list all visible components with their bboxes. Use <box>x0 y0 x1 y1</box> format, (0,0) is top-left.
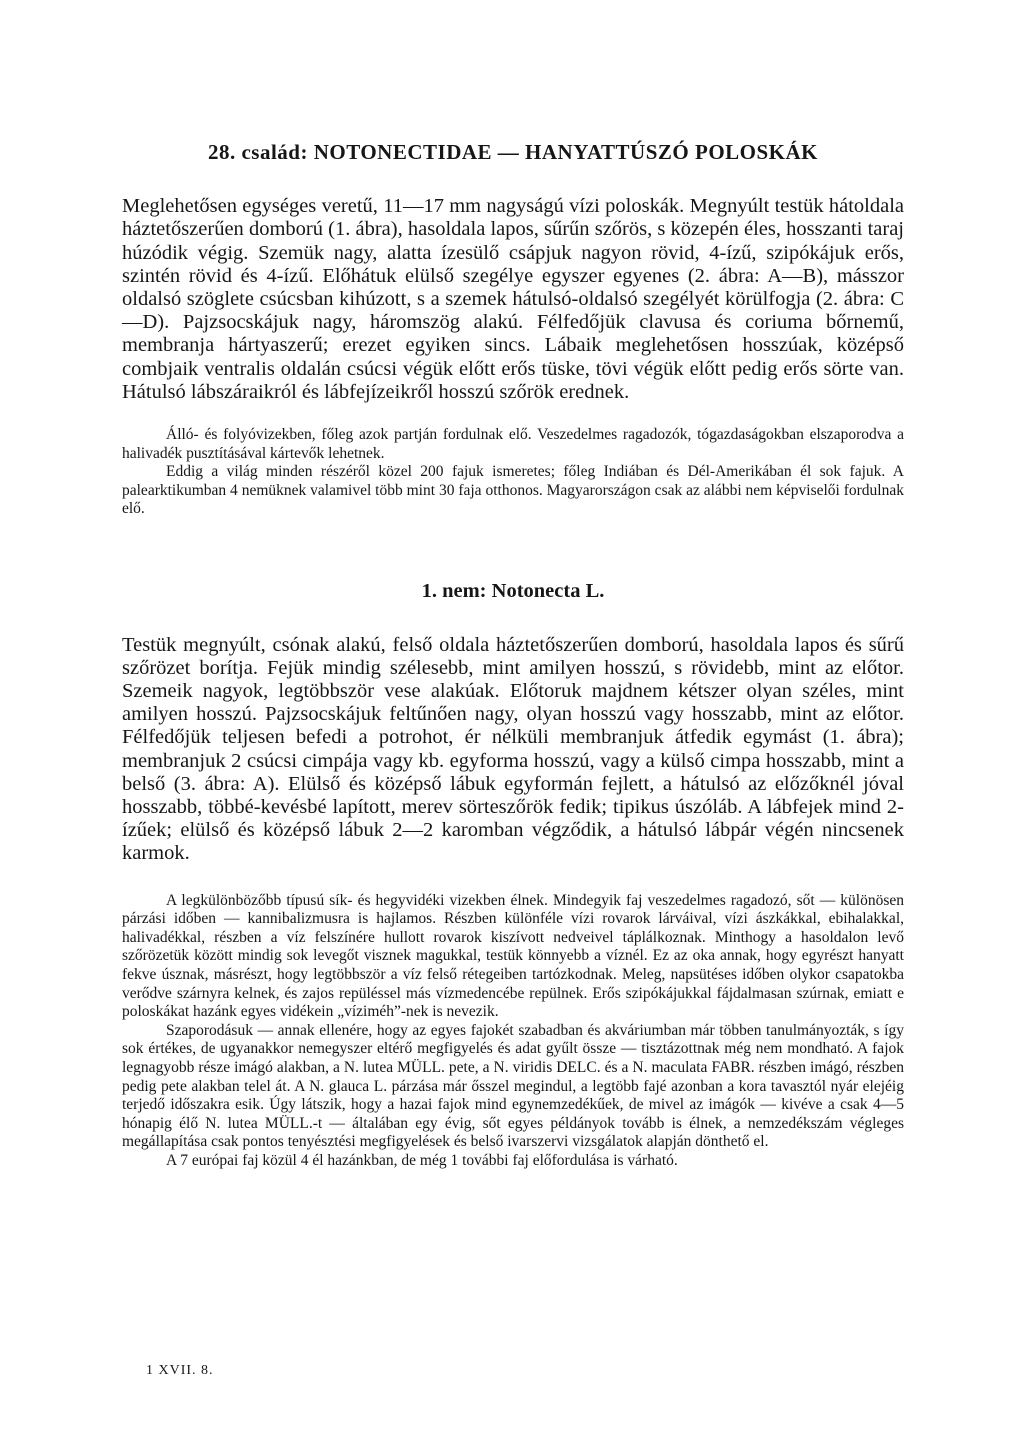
page-content <box>122 140 904 1171</box>
genus-notes-block <box>122 892 904 1171</box>
family-description: Meglehetősen egységes veretű, 11—17 mm nagyságú vízi poloskák. Megnyúlt testük hátoldala háztetőszerűen domború (1. ábra), hasoldala lapos, sűrűn szőrös, s közepén éles, hosszanti taraj húzódik végig. Szemük nagy, alatta ízesülő csápjuk nagyon rövid, 4-ízű, szipókájuk erős, szintén rövid és 4-ízű. Előhátuk elülső szegélye egyszer egyenes (2. ábra: A—B), másszor oldalsó szöglete csúcsban kihúzott, s a szemek hátulsó-oldalsó szegélyét körülfogja (2. ábra: C—D). Pajzsocskájuk nagy, háromszög alakú. Félfedőjük clavusa és coriuma bőrnemű, membranja hártyaszerű; erezet egyiken sincs. Lábaik meglehetősen hosszúak, középső combjaik ventralis oldalán csúcsi végük előtt erős tüske, tövi végük előtt pedig erős sörte van. Hátulsó lábszáraikról és lábfejízeikről hosszú szőrök erednek. <box>122 195 904 403</box>
genus-heading: 1. nem: Notonecta L. <box>421 579 605 602</box>
family-notes-block <box>122 426 904 519</box>
family-heading: 28. család: NOTONECTIDAE — HANYATTÚSZÓ POLOSKÁK <box>207 140 819 164</box>
family-description-block <box>122 195 904 404</box>
genus-description: Testük megnyúlt, csónak alakú, felső oldala háztetőszerűen domború, hasoldala lapos és sűrű szőrözet borítja. Fejük mindig szélesebb, mint amilyen hosszú, s rövidebb, mint az előtor. Szemeik nagyok, legtöbbször vese alakúak. Előtoruk majdnem kétszer olyan széles, mint amilyen hosszú. Pajzsocskájuk feltűnően nagy, olyan hosszú vagy hosszabb, mint az előtor. Félfedőjük teljesen befedi a potrohot, ér nélküli membranjuk átfedik egymást (1. ábra); membranjuk 2 csúcsi cimpája vagy kb. egyforma hosszú, vagy a külső cimpa hosszabb, mint a belső (3. ábra: A). Elülső és középső lábuk egyformán fejlett, a hátulsó az előzőknél jóval hosszabb, többé-kevésbé lapított, merev sörteszőrök fedik; tipikus úszóláb. A lábfejek mind 2-ízűek; elülső és középső lábuk 2—2 karomban végződik, a hátulsó lábpár végén nincsenek karmok. <box>122 633 904 865</box>
genus-note-paragraph: A legkülönbözőbb típusú sík- és hegyvidéki vizekben élnek. Mindegyik faj veszedelmes ragadozó, sőt — különösen párzási időben — kannibalizmusra is hajlamos. Részben különféle vízi rovarok lárváival, vízi ászkákkal, ebihalakkal, halivadékkal, részben a víz felszínére hullott rovarok kiszívott nedveivel táplálkoznak. Minthogy a hasoldalon levő szőrözetük között mindig sok levegőt visznek magukkal, testük könnyebb a víznél. Ez az oka annak, hogy egyrészt hanyatt fekve úsznak, másrészt, hogy legtöbbször a víz felső rétegeiben tartózkodnak. Meleg, napsütéses időben olykor csapatokba verődve szárnyra kelnek, és zajos repüléssel más vízmedencébe repülnek. Erős szipókájukkal fájdalmasan szúrnak, emiatt e poloskákat hazánk egyes vidékein „víziméh”-nek is nevezik. <box>122 891 904 1021</box>
genus-note-paragraph: A 7 európai faj közül 4 él hazánkban, de még 1 további faj előfordulása is várható. <box>166 1151 678 1169</box>
family-note-paragraph: Álló- és folyóvizekben, főleg azok partján fordulnak elő. Veszedelmes ragadozók, tógazdaságokban elszaporodva a halivadék pusztításával kártevők lehetnek. <box>122 426 904 462</box>
family-note-paragraph: Eddig a világ minden részéről közel 200 fajuk ismeretes; főleg Indiában és Dél-Amerikában él sok fajuk. A palearktikumban 4 nemüknek valamivel több mint 30 faja otthonos. Magyarországon csak az alábbi nem képviselői fordulnak elő. <box>122 463 904 518</box>
genus-note-paragraph: Szaporodásuk — annak ellenére, hogy az egyes fajokét szabadban és akváriumban már többen tanulmányozták, s így sok értékes, de ugyanakkor nemegyszer eltérő megfigyelés és adat gyűlt össze — tisztázottnak még nem mondható. A fajok legnagyobb része imágó alakban, a N. lutea MÜLL. pete, a N. viridis DELC. és a N. maculata FABR. részben imágó, részben pedig pete alakban telel át. A N. glauca L. párzása már ősszel megindul, a legtöbb fajé azonban a kora tavasztól nyár elejéig terjedő időszakra esik. Úgy látszik, hogy a hazai fajok mind egynemzedékűek, de mivel az imágók — kivéve a csak 4—5 hónapig élő N. lutea MÜLL.-t — általában egy évig, sőt egyes példányok tovább is élnek, a nemzedékszám végleges megállapítása csak pontos tenyésztési megfigyelések és belső ivarszervi vizsgálatok alapján dönthető el. <box>122 1021 904 1151</box>
signature-mark: 1 XVII. 8. <box>146 1363 214 1378</box>
genus-description-block <box>122 634 904 866</box>
